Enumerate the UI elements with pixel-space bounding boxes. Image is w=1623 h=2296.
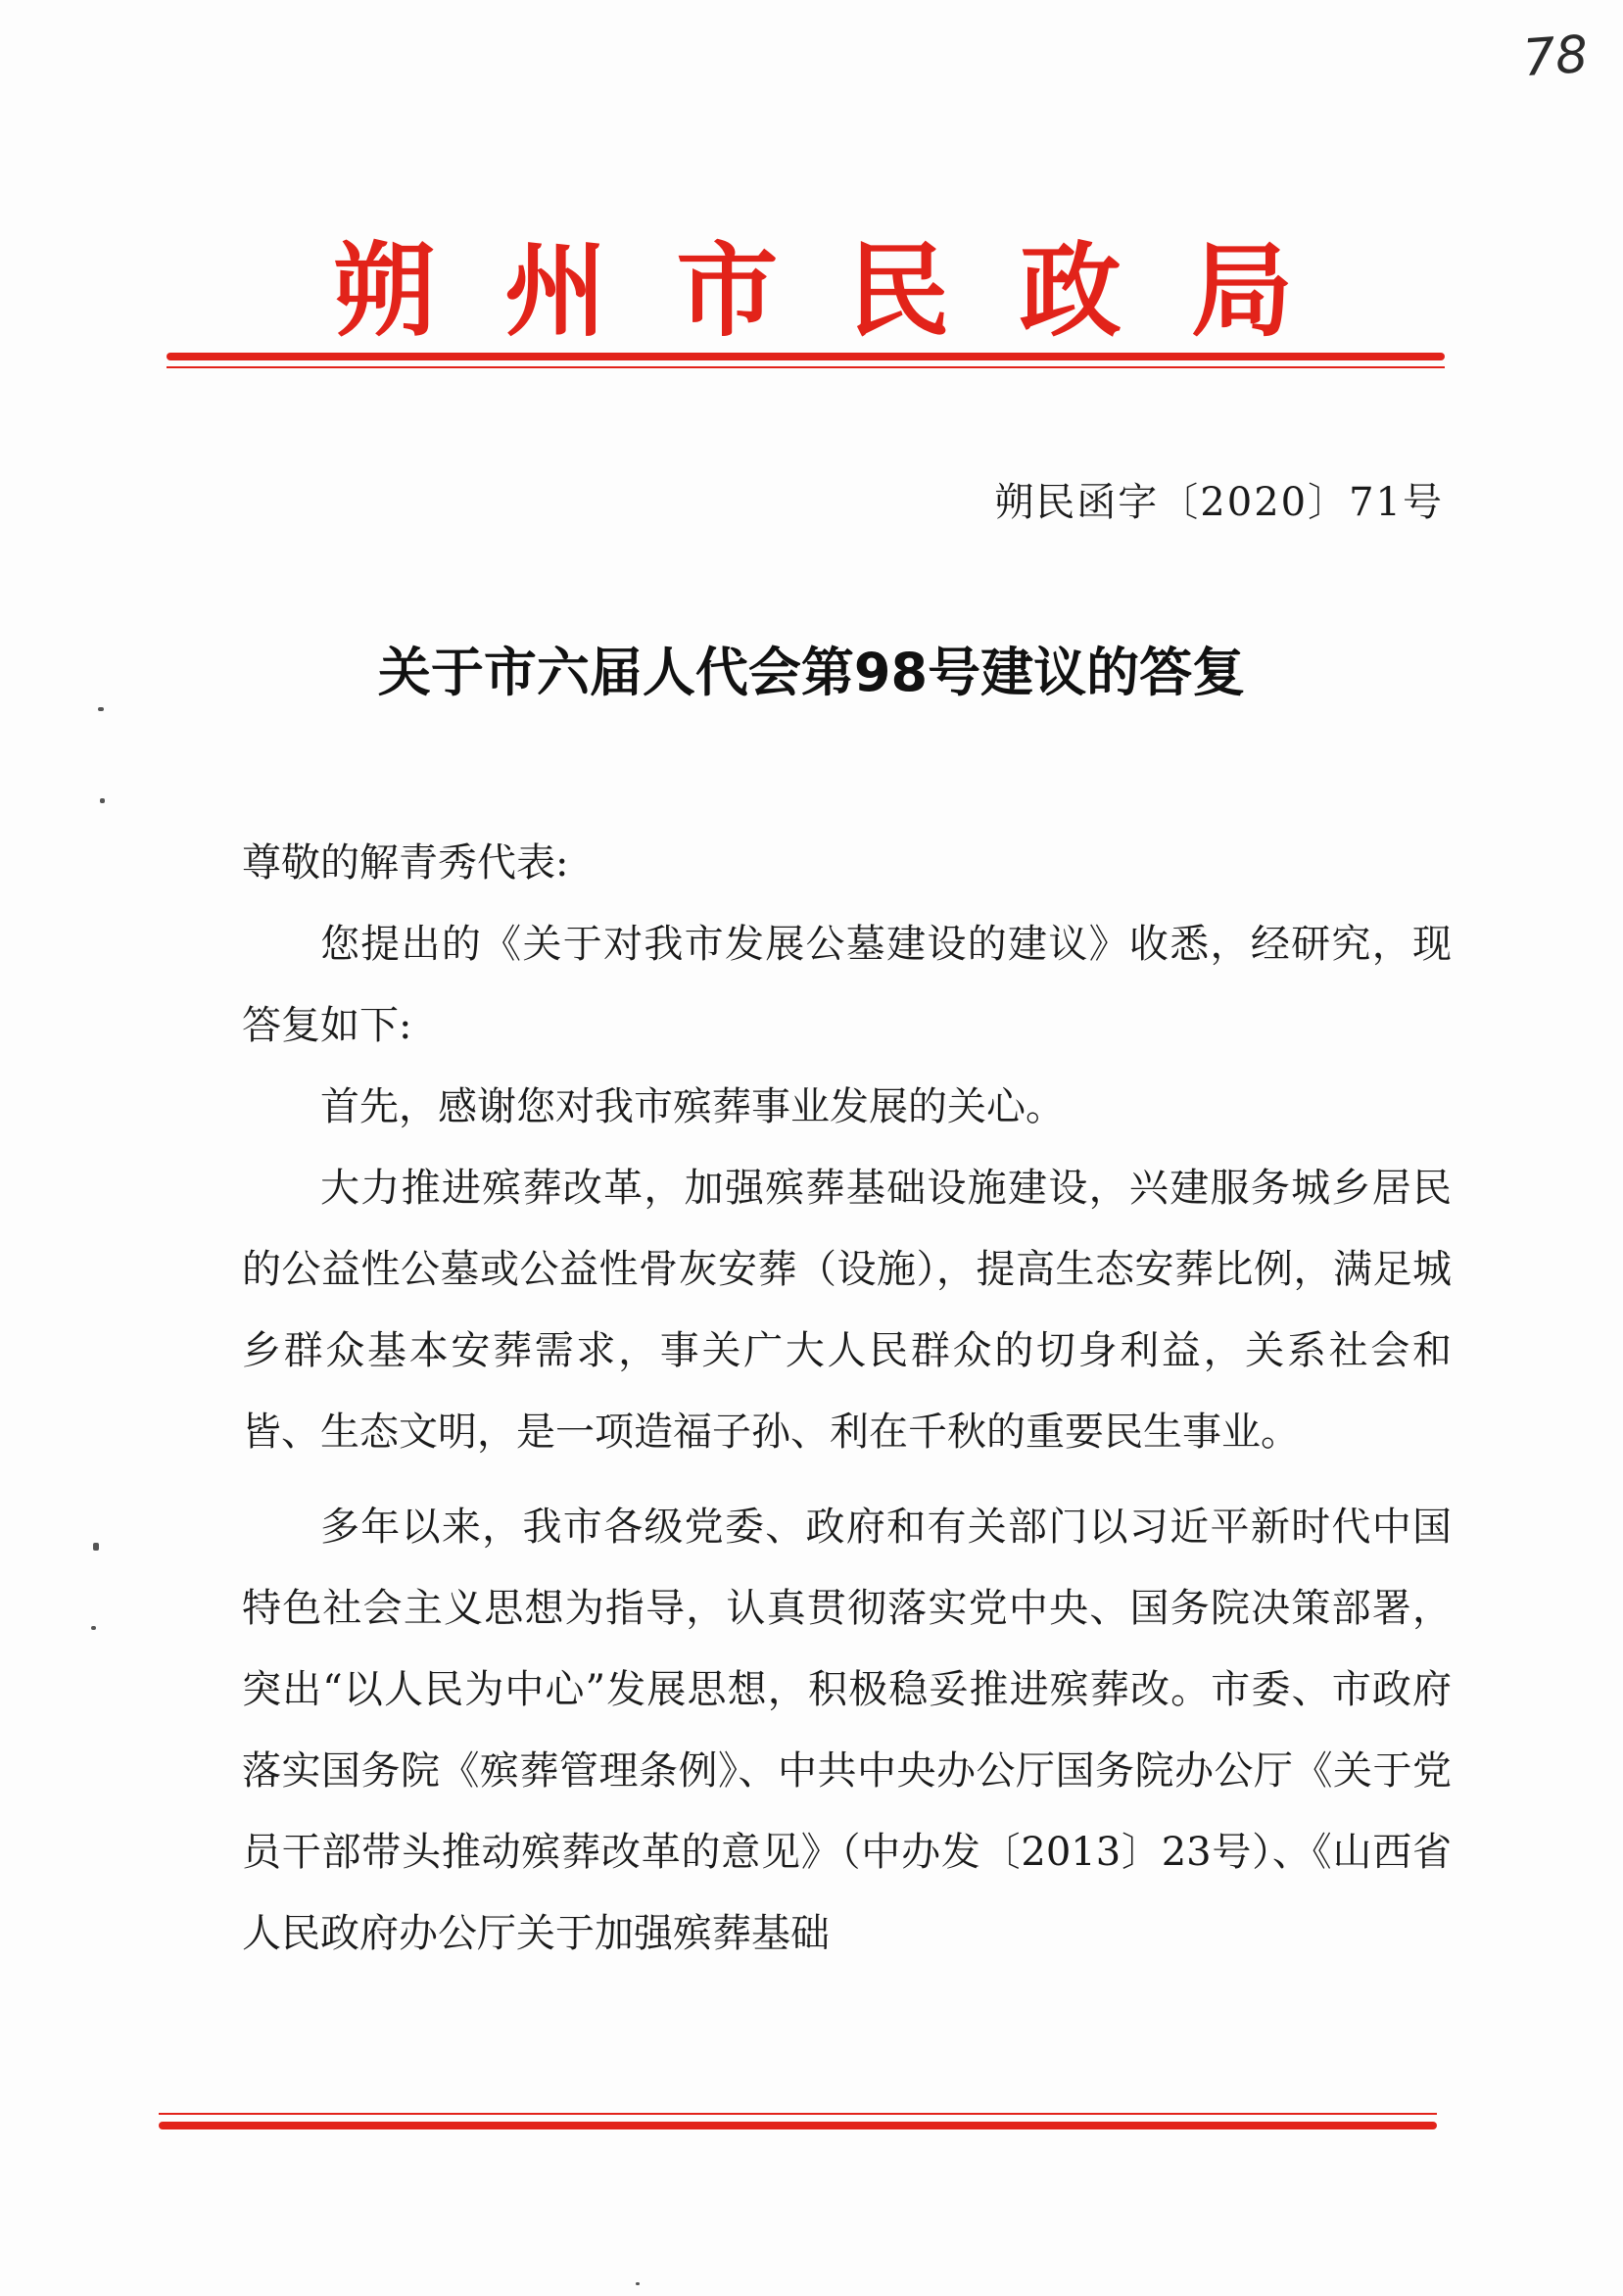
agency-char: 局	[1190, 230, 1293, 351]
letter-body	[242, 823, 1452, 1975]
header-red-rule	[167, 353, 1445, 360]
letter-title: 关于市六届人代会第98号建议的答复	[377, 642, 1246, 703]
footer-red-rule	[159, 2122, 1437, 2129]
scan-speck	[636, 2282, 640, 2285]
salutation: 尊敬的解青秀代表:	[242, 840, 569, 885]
paragraph: 您提出的《关于对我市发展公墓建设的建议》收悉，经研究，现答复如下:	[242, 922, 1452, 1048]
agency-char: 市	[676, 230, 779, 351]
header-red-rule-thin	[167, 366, 1445, 368]
paragraph: 多年以来，我市各级党委、政府和有关部门以习近平新时代中国特色社会主义思想为指导，认真贯彻落实党中央、国务院决策部署，突出“以人民为中心”发展思想，积极稳妥推进殡葬改。市委、市政府落实国务院《殡葬管理条例》、中共中央办公厅国务院办公厅《关于党员干部带头推动殡葬改革的意见》（中办发〔2013〕23号）、《山西省人民政府办公厅关于加强殡葬基础	[242, 1505, 1452, 1956]
handwritten-page-number: 78	[1520, 24, 1591, 89]
agency-char: 州	[504, 230, 607, 351]
agency-char: 朔	[333, 230, 436, 351]
agency-char: 政	[1019, 230, 1122, 351]
scan-speck	[98, 707, 104, 711]
document-number: 朔民函字〔2020〕71号	[994, 480, 1444, 525]
scan-speck	[91, 1626, 96, 1630]
paragraph: 大力推进殡葬改革，加强殡葬基础设施建设，兴建服务城乡居民的公益性公墓或公益性骨灰安葬（设施），提高生态安葬比例，满足城乡群众基本安葬需求，事关广大人民群众的切身利益，关系社会和皆、生态文明，是一项造福子孙、利在千秋的重要民生事业。	[242, 1166, 1452, 1455]
agency-letterhead	[167, 230, 1459, 351]
agency-char: 民	[847, 230, 950, 351]
footer-red-rule-thin	[159, 2113, 1437, 2115]
paragraph: 首先，感谢您对我市殡葬事业发展的关心。	[320, 1084, 1065, 1129]
scan-speck	[100, 798, 105, 803]
scan-speck	[93, 1543, 99, 1551]
